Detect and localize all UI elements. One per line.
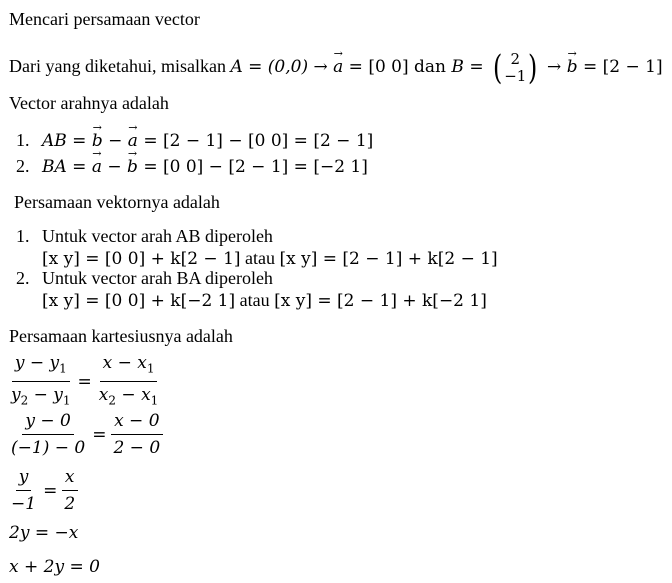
page-title: Mencari persamaan vector	[9, 9, 200, 29]
list-number: 2.	[16, 268, 30, 288]
direction-rest: = [0 0] − [2 − 1] = [−2 1]	[137, 157, 368, 177]
column-bottom: −1	[504, 67, 527, 85]
vector-eq-2: [x y] = [2 − 1] + k[2 − 1]	[279, 249, 498, 269]
cartesian-fraction-eq-3	[8, 466, 78, 515]
vector-eq-atau: atau	[240, 248, 280, 268]
fraction-right: $\frac{x - 0}{2 - 0}$	[110, 410, 163, 459]
vector-eq-line	[42, 248, 498, 269]
vector-b: → b	[92, 131, 103, 151]
direction-lhs: AB =	[42, 131, 92, 151]
direction-op: −	[102, 131, 128, 151]
vector-eq-1: [x y] = [0 0] + k[2 − 1]	[42, 249, 241, 269]
vector-eq-label: 2. Untuk vector arah BA diperoleh	[16, 268, 273, 288]
vector-a: → a	[92, 157, 102, 177]
equals-sign: =	[92, 424, 107, 445]
intro-b-arrow: →	[541, 57, 567, 78]
direction-heading: Vector arahnya adalah	[9, 93, 169, 113]
cartesian-fraction-eq-1	[8, 352, 161, 412]
vector-eq-atau: atau	[235, 290, 275, 310]
intro-a-rest: = [0 0] dan	[343, 57, 452, 78]
cartesian-heading: Persamaan kartesiusnya adalah	[9, 326, 233, 346]
intro-prefix: Dari yang diketahui, misalkan	[9, 56, 231, 77]
vector-eq-heading: Persamaan vektornya adalah	[14, 192, 220, 212]
fraction-right: $\frac{x}{2}$	[61, 466, 78, 515]
direction-lhs: BA =	[42, 157, 92, 177]
direction-op: −	[101, 157, 128, 177]
vector-b: → b	[567, 57, 578, 77]
vector-b: → b	[127, 157, 138, 177]
cartesian-line-5: x + 2y = 0	[9, 557, 100, 577]
column-top: 2	[510, 50, 521, 68]
cartesian-line-4: 2y = −x	[9, 523, 79, 543]
vector-eq-2: [x y] = [2 − 1] + k[−2 1]	[274, 291, 487, 311]
equals-sign: =	[43, 480, 58, 501]
intro-b-lhs: B =	[451, 57, 489, 78]
fraction-right: $\frac{x - x_1}{x_2 - x_1}$	[98, 353, 159, 408]
fraction-left: $\frac{y - y_1}{y_2 - y_1}$	[11, 353, 71, 408]
vector-eq-1: [x y] = [0 0] + k[−2 1]	[42, 291, 236, 311]
list-number: 1.	[16, 226, 30, 246]
fraction-left: $\frac{y - 0}{(-1) - 0}$	[11, 411, 86, 458]
vector-eq-line	[42, 290, 487, 311]
equals-sign: =	[77, 371, 92, 392]
direction-rest: = [2 − 1] − [0 0] = [2 − 1]	[137, 131, 374, 151]
cartesian-fraction-eq-2	[8, 410, 163, 459]
vector-a: → a	[128, 131, 138, 151]
vector-eq-label: 1. Untuk vector arah AB diperoleh	[16, 226, 273, 246]
direction-item	[16, 156, 368, 177]
fraction-left: $\frac{y}{-1}$	[11, 467, 37, 514]
intro-a-expr: A = (0,0) →	[230, 57, 334, 78]
list-number: 2.	[16, 156, 30, 176]
list-number: 1.	[16, 130, 30, 150]
vector-a: → a	[333, 57, 343, 77]
intro-b-rest: = [2 − 1]	[577, 57, 663, 78]
direction-item	[16, 130, 373, 151]
column-vector-b: ( 2 −1 )	[492, 48, 538, 88]
intro-line	[9, 48, 663, 88]
